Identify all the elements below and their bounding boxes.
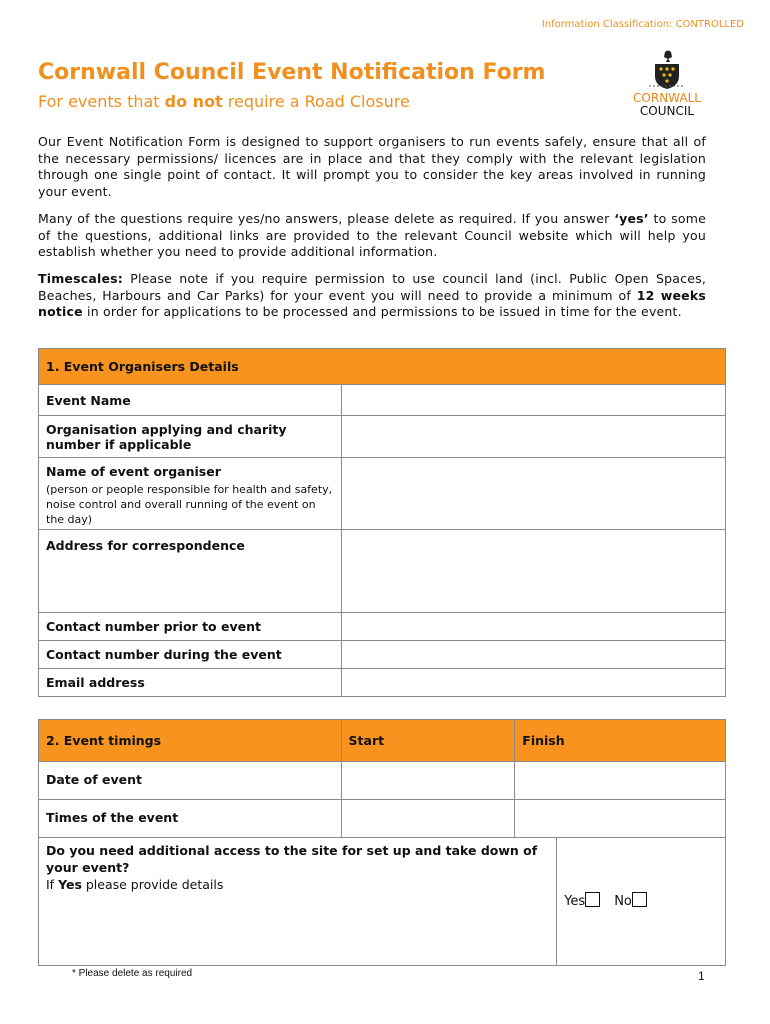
subtitle-post: require a Road Closure <box>222 92 410 111</box>
event-name-field[interactable] <box>341 385 725 416</box>
times-label: Times of the event <box>39 800 342 838</box>
organiser-name-label: Name of event organiser <box>46 464 221 479</box>
start-column-header: Start <box>341 720 515 762</box>
p3-post: in order for applications to be processed and permissions to be issued in time for the event. <box>82 304 682 320</box>
finish-column-header: Finish <box>515 720 726 762</box>
organisation-field[interactable] <box>341 416 725 458</box>
p2-post: to some of the questions, additional links are provided to the relevant Council website which will help you establish whether you need to provide additional information. <box>38 211 707 260</box>
yes-checkbox[interactable] <box>585 892 600 907</box>
contact-prior-field[interactable] <box>341 613 725 641</box>
event-timings-table <box>38 719 726 966</box>
contact-prior-label: Contact number prior to event <box>39 613 342 641</box>
times-start-field[interactable] <box>341 800 515 838</box>
logo-line1: CORNWALL <box>633 91 701 105</box>
timescales-label: Timescales: <box>38 271 124 286</box>
contact-during-label: Contact number during the event <box>39 641 342 669</box>
email-label: Email address <box>39 669 342 697</box>
page-number: 1 <box>698 969 705 983</box>
classification-label: Information Classification: CONTROLLED <box>541 19 744 30</box>
yes-label: Yes <box>564 894 586 909</box>
access-question: Do you need additional access to the site for set up and take down of your event? <box>46 843 538 875</box>
event-name-label: Event Name <box>39 385 342 416</box>
footer-note: * Please delete as required <box>72 968 193 979</box>
form-title: Cornwall Council Event Notification Form <box>38 60 546 85</box>
subtitle-pre: For events that <box>38 92 165 111</box>
date-label: Date of event <box>39 762 342 800</box>
organiser-name-cell <box>39 458 342 530</box>
contact-during-field[interactable] <box>341 641 725 669</box>
organiser-details-table <box>38 348 726 697</box>
no-label: No <box>614 894 632 909</box>
subtitle-emphasis: do not <box>164 92 223 111</box>
access-yes-no-cell <box>557 838 726 966</box>
access-if: If <box>46 877 59 892</box>
section2-heading: 2. Event timings <box>39 720 342 762</box>
intro-paragraph-2 <box>38 211 706 261</box>
section1-heading: 1. Event Organisers Details <box>39 349 726 385</box>
date-finish-field[interactable] <box>515 762 726 800</box>
access-instruction <box>46 876 549 894</box>
form-subtitle <box>38 92 410 111</box>
address-label: Address for correspondence <box>39 530 342 613</box>
access-question-cell <box>39 838 557 966</box>
council-logo <box>624 48 710 120</box>
p3-pre: Please note if you require permission to use council land (incl. Public Open Spaces, Beaches, Harbours and Car Parks) for your event you will need to provide a minimum of <box>38 271 706 303</box>
p2-pre: Many of the questions require yes/no answers, please delete as required. If you answer <box>38 211 615 226</box>
crest-icon <box>647 48 687 92</box>
intro-paragraph-3 <box>38 271 706 321</box>
access-yes-bold: Yes <box>58 877 82 892</box>
p2-bold: ‘yes’ <box>614 211 649 226</box>
organiser-note: (person or people responsible for health and safety, noise control and overall running of the event on the day) <box>46 483 333 526</box>
logo-line2: COUNCIL <box>639 104 695 118</box>
organisation-label: Organisation applying and charity number if applicable <box>39 416 342 458</box>
address-field[interactable] <box>341 530 725 613</box>
access-details: please provide details <box>81 877 224 892</box>
email-field[interactable] <box>341 669 725 697</box>
intro-paragraph-1: Our Event Notification Form is designed to support organisers to run events safely, ensure that all of the necessary permissions/ licences are in place and that they comply with the relevant legislation through one single point of contact. It will prompt you to consider the key areas involved in running your event. <box>38 134 706 199</box>
no-checkbox[interactable] <box>632 892 647 907</box>
times-finish-field[interactable] <box>515 800 726 838</box>
organiser-name-field[interactable] <box>341 458 725 530</box>
p3-bold: 12 weeks notice <box>38 287 706 320</box>
date-start-field[interactable] <box>341 762 515 800</box>
